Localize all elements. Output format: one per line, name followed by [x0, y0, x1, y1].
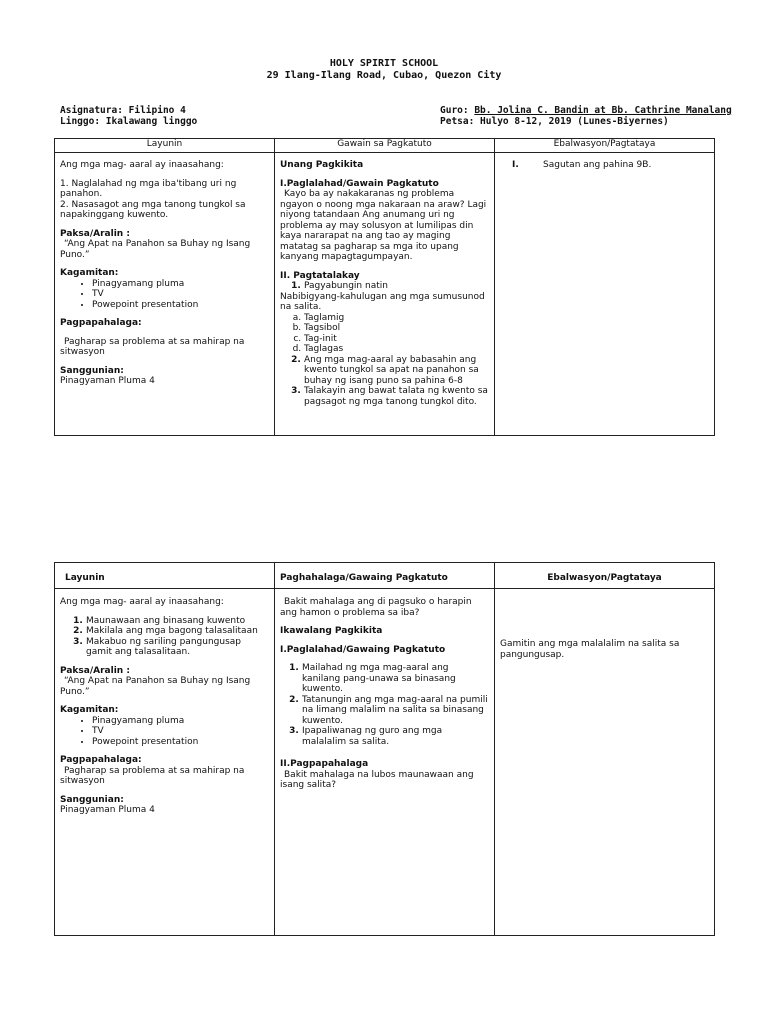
objectives-intro: Ang mga mag- aaral ay inaasahang: — [60, 597, 224, 607]
layunin-cell — [55, 153, 275, 436]
teacher-prefix: Guro: — [440, 105, 475, 116]
list-item: • Powepoint presentation — [92, 737, 269, 748]
objective-2: 2. Nasasagot ang mga tanong tungkol sa napakinggang kuwento. — [60, 199, 246, 220]
header-layunin: Layunin — [55, 563, 275, 589]
pagpapahalaga-label: Pagpapahalaga: — [60, 318, 142, 328]
header-layunin: Layunin — [55, 139, 275, 153]
list-item: c. Tag-init — [304, 334, 489, 345]
header-paghahalaga: Paghahalaga/Gawaing Pagkatuto — [275, 563, 495, 589]
school-address: 29 Ilang-Ilang Road, Cubao, Quezon City — [266, 70, 502, 81]
section-1-title: I.Paglalahad/Gawaing Pagkatuto — [280, 644, 446, 655]
paksa-value: “Ang Apat na Panahon sa Buhay ng Isang Puno.” — [60, 239, 251, 260]
list-item: d. Taglagas — [304, 344, 489, 355]
kagamitan-label: Kagamitan: — [60, 705, 119, 715]
section-1-title: I.Paglalahad/Gawain Pagkatuto — [280, 178, 439, 189]
objectives-list — [60, 616, 269, 658]
gawain-cell — [275, 153, 495, 436]
objective-1: 1. Naglalahad ng mga iba'tibang uri ng panahon. — [60, 178, 237, 199]
list-item: • Pinagyamang pluma — [92, 716, 269, 727]
header-ebalwasyon: Ebalwasyon/Pagtataya — [495, 139, 715, 153]
evaluation-text: Sagutan ang pahina 9B. — [543, 160, 652, 170]
paksa-label: Paksa/Aralin : — [60, 228, 130, 239]
kagamitan-list — [60, 716, 269, 748]
kagamitan-list — [60, 279, 269, 311]
section-2-text: Bakit mahalaga na lubos maunawaan ang isang salita? — [280, 769, 474, 790]
list-item: 1. Pagyabungin natin — [304, 281, 489, 292]
layunin-cell — [55, 589, 275, 936]
header-ebalwasyon: Ebalwasyon/Pagtataya — [495, 563, 715, 589]
list-item: • Pinagyamang pluma — [92, 279, 269, 290]
paksa-value: “Ang Apat na Panahon sa Buhay ng Isang Puno.” — [60, 676, 251, 697]
words-list — [280, 313, 489, 355]
sanggunian-value: Pinagyaman Pluma 4 — [60, 376, 155, 386]
school-name: HOLY SPIRIT SCHOOL — [329, 58, 439, 69]
evaluation-text: Gamitin ang mga malalalim na salita sa pangungusap. — [500, 639, 680, 660]
section-2-title: II. Pagtatalakay — [280, 270, 360, 281]
evaluation-item — [500, 160, 709, 171]
list-item: 2. Makilala ang mga bagong talasalitaan — [86, 626, 269, 637]
section-2-title: II.Pagpapahalaga — [280, 759, 369, 769]
list-item: b. Tagsibol — [304, 323, 489, 334]
discussion-list-cont — [280, 355, 489, 408]
list-item: a. Taglamig — [304, 313, 489, 324]
list-item: 3. Makabuo ng sariling pangungusap gamit ang talasalitaan. — [86, 637, 269, 658]
pagpapahalaga-value: Pagharap sa problema at sa mahirap na sitwasyon — [60, 765, 245, 786]
list-item: 3. Talakayin ang bawat talata ng kwento sa pagsagot ng mga tanong tungkol dito. — [304, 386, 489, 407]
session-title: Unang Pagkikita — [280, 160, 364, 170]
list-item: 3. Ipapaliwanag ng guro ang mga malalalim sa salita. — [302, 726, 489, 747]
list-item: • Powepoint presentation — [92, 300, 269, 311]
subject-label: Asignatura: Filipino 4 — [60, 105, 186, 116]
sanggunian-value: Pinagyaman Pluma 4 — [60, 805, 155, 815]
guide-question: Bakit mahalaga ang di pagsuko o harapin ang hamon o problema sa iba? — [280, 597, 472, 618]
pagpapahalaga-label: Pagpapahalaga: — [60, 755, 142, 765]
paksa-label: Paksa/Aralin : — [60, 665, 130, 676]
list-item: 2. Tatanungin ang mga mag-aaral na pumili na limang malalim na salita sa binasang kuwento. — [302, 695, 489, 727]
sanggunian-label: Sanggunian: — [60, 794, 124, 805]
list-item: 1. Maunawaan ang binasang kuwento — [86, 616, 269, 627]
ebalwasyon-cell — [495, 153, 715, 436]
list-item: 1. Mailahad ng mga mag-aaral ang kanilang pang-unawa sa binasang kuwento. — [302, 663, 489, 695]
session-title: Ikawalang Pagkikita — [280, 626, 383, 636]
discussion-list — [280, 281, 489, 292]
activity-list — [280, 663, 489, 747]
header-gawain: Gawain sa Pagkatuto — [275, 139, 495, 153]
teacher-label — [440, 106, 732, 117]
kagamitan-label: Kagamitan: — [60, 268, 119, 278]
week-label: Linggo: Ikalawang linggo — [60, 116, 198, 127]
item-1-text: Nabibigyang-kahulugan ang mga sumusunod na salita. — [280, 291, 485, 312]
lesson-plan-table-1 — [54, 138, 715, 436]
teacher-names: Bb. Jolina C. Bandin at Bb. Cathrine Manalang — [474, 105, 732, 116]
list-item: • TV — [92, 289, 269, 300]
date-label: Petsa: Hulyo 8-12, 2019 (Lunes-Biyernes) — [440, 116, 669, 127]
list-item: 2. Ang mga mag-aaral ay babasahin ang kwento tungkol sa apat na panahon sa buhay ng isang puno sa pahina 6-8 — [304, 355, 489, 387]
lesson-plan-table-2 — [54, 562, 715, 936]
list-item: • TV — [92, 726, 269, 737]
objectives-intro: Ang mga mag- aaral ay inaasahang: — [60, 160, 224, 170]
evaluation-number: I. — [512, 160, 519, 170]
pagpapahalaga-value: Pagharap sa problema at sa mahirap na sitwasyon — [60, 336, 245, 357]
gawain-cell — [275, 589, 495, 936]
section-1-text: Kayo ba ay nakakaranas ng problema ngayon o noong mga nakaraan na araw? Lagi niyong tatandaan Ang anumang uri ng problema ay may solusyon at lumilipas din kaya nararapat na ang tao ay maging matatag sa pagharap sa mga ito upang kanyang mapagtagumpayan. — [280, 189, 487, 262]
ebalwasyon-cell — [495, 589, 715, 936]
sanggunian-label: Sanggunian: — [60, 365, 124, 376]
